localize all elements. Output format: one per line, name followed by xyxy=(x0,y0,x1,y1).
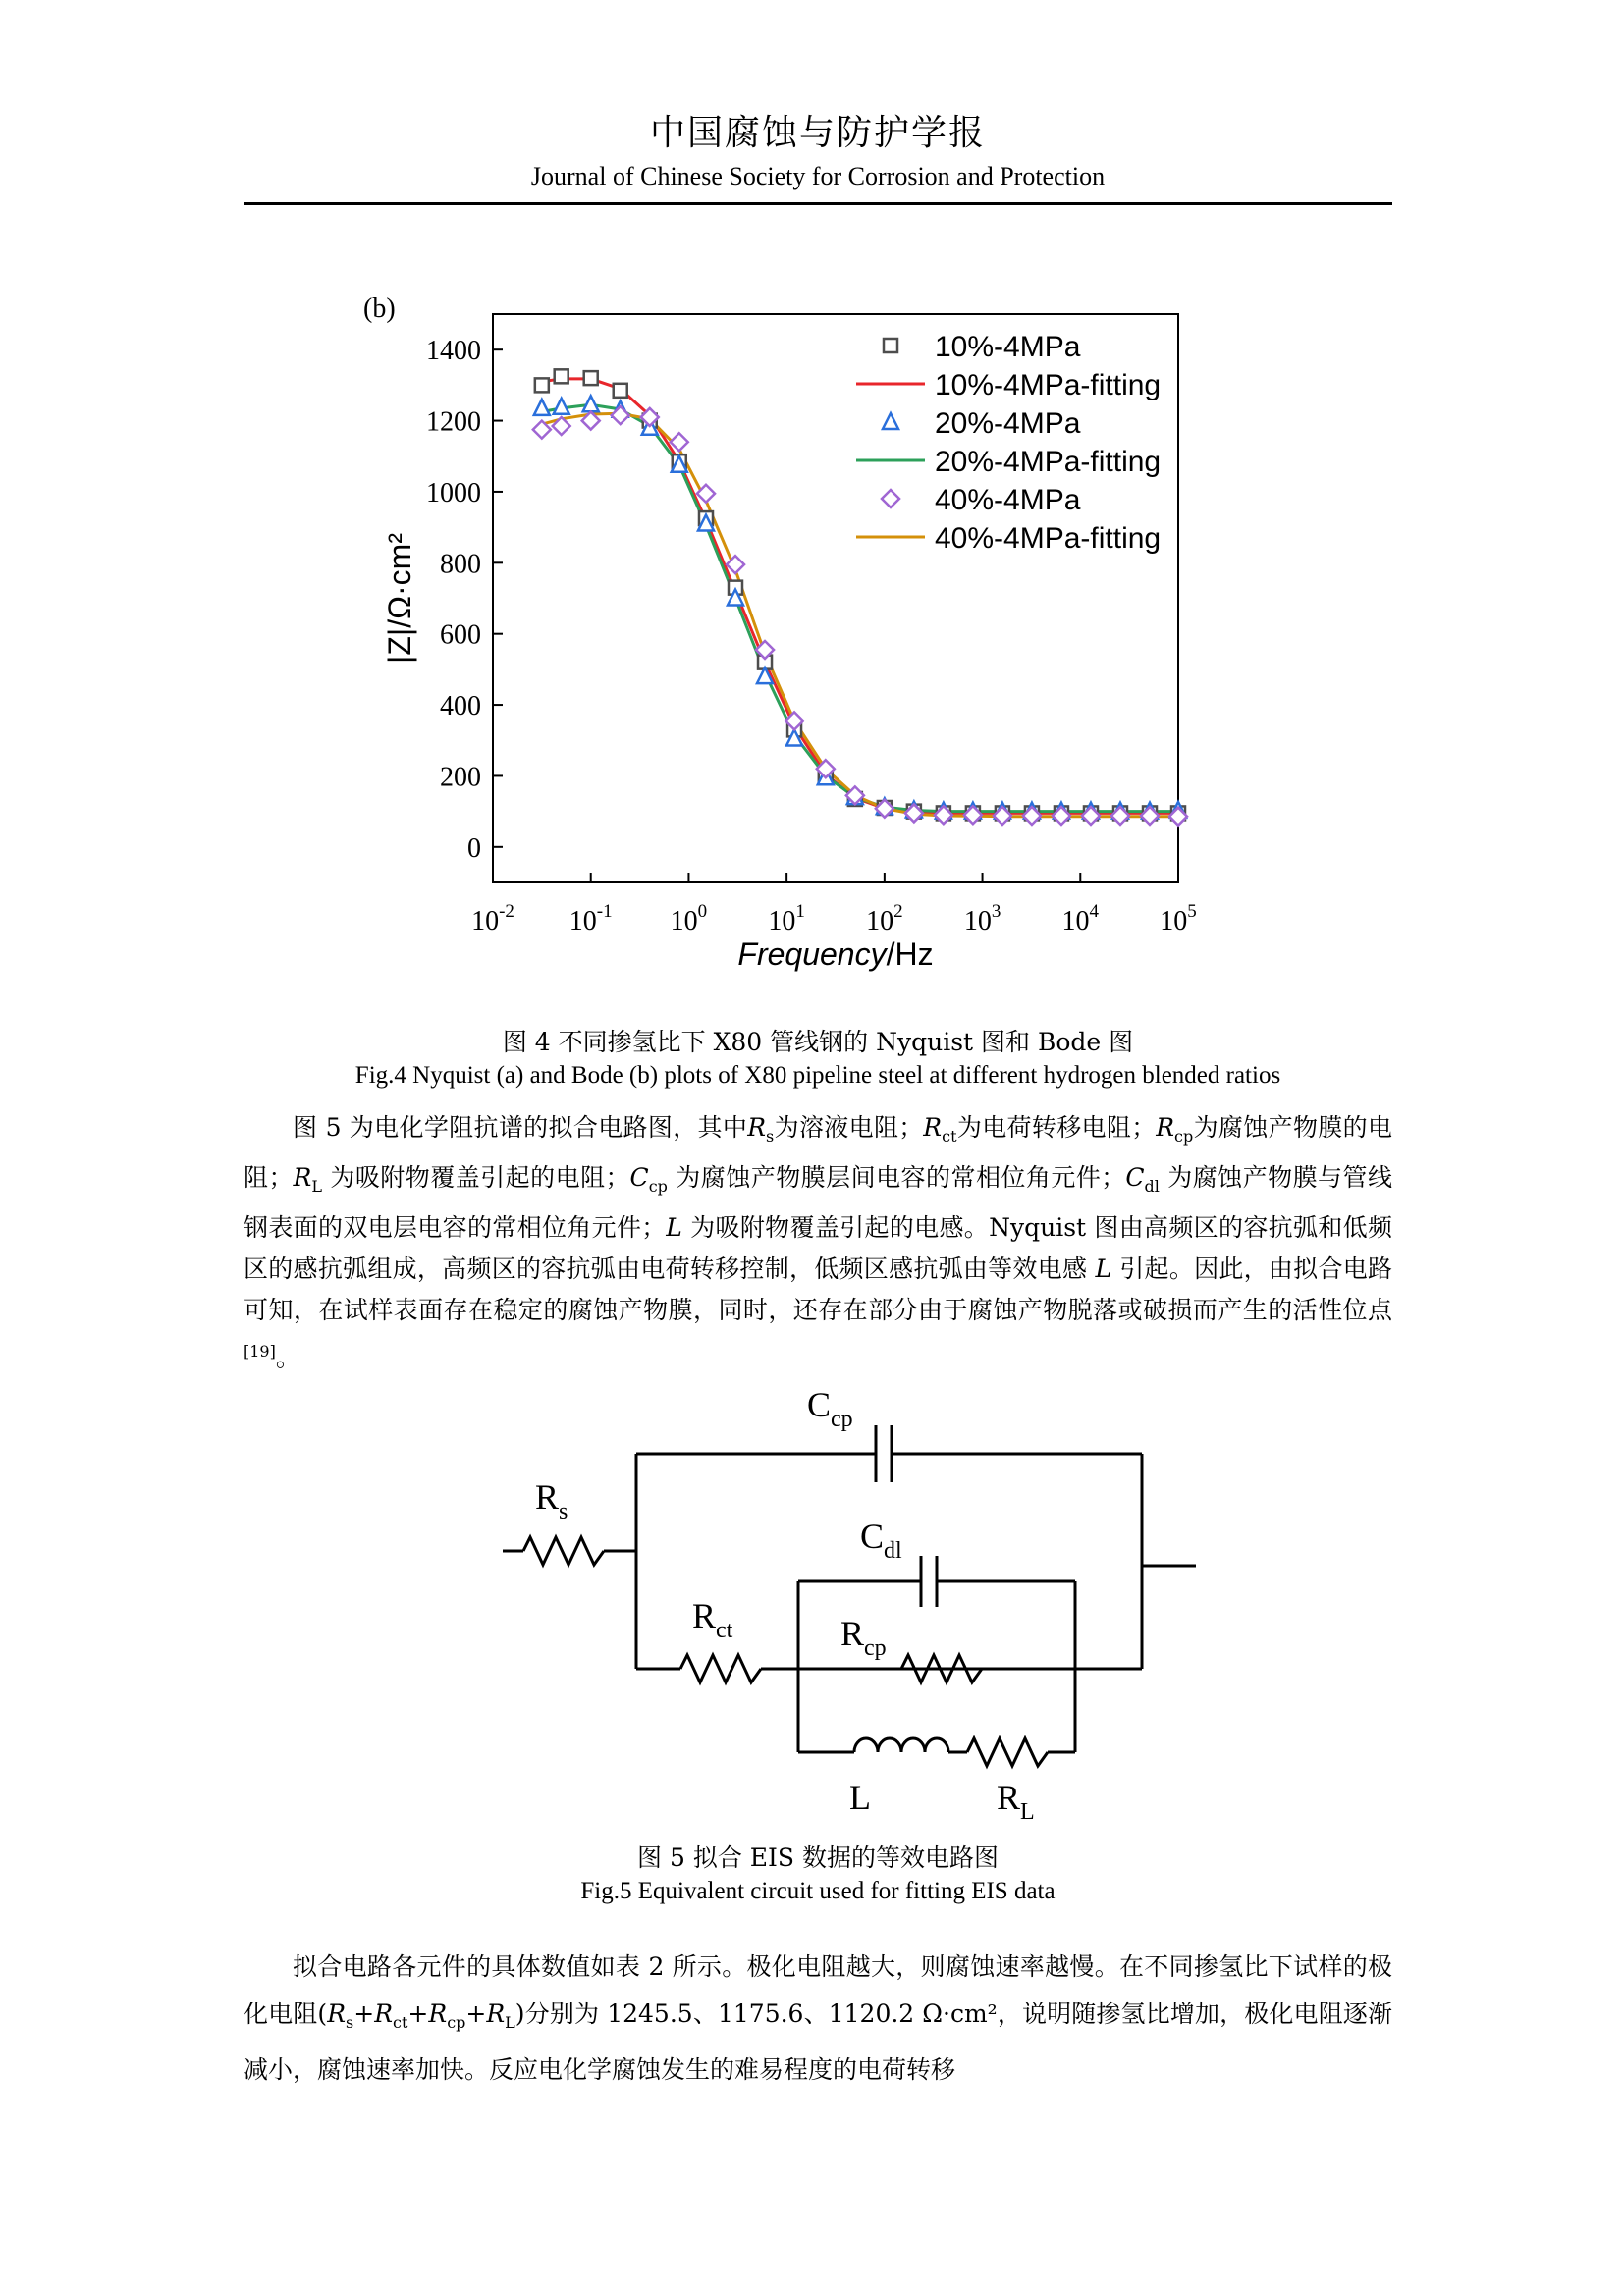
x-axis-label: Frequency/Hz xyxy=(737,936,934,972)
paragraph-circuit-description: 图 5 为电化学阻抗谱的拟合电路图，其中$R_s$为溶液电阻；$R_{ct}$为电荷转移电阻；$R_{cp}$为腐蚀产物膜的电阻；$R_L$ 为吸附物覆盖引起的电阻；$C_{cp}$ 为腐蚀产物膜层间电容的常相位角元件；$C_{dl}$ 为腐蚀产物膜与管线钢表面的双电层电容的常相位角元件；L 为吸附物覆盖引起的电感。Nyquist 图由高频区的容抗弧和低频区的感抗弧组成，高频区的容抗弧由电荷转移控制，低频区感抗弧由等效电感 L 引起。因此，由拟合电路可知，在试样表面存在稳定的腐蚀产物膜，同时，还存在部分由于腐蚀产物脱落或破损而产生的活性位点[19]。 xyxy=(244,1113,1392,1372)
journal-title-cn: 中国腐蚀与防护学报 xyxy=(649,113,986,153)
label-rs: $R_s$ xyxy=(535,1477,568,1524)
x-tick-label: $10^{-2}$ xyxy=(471,901,514,936)
y-tick-label: 0 xyxy=(467,832,481,864)
label-cdl: $C_{dl}$ xyxy=(860,1517,902,1564)
x-tick-label: $10^0$ xyxy=(670,901,708,936)
x-tick-label: $10^{-1}$ xyxy=(568,901,613,936)
journal-title-en: Journal of Chinese Society for Corrosion and Protection xyxy=(530,162,1106,190)
y-tick-label: 400 xyxy=(440,691,481,722)
resistor-rct xyxy=(680,1655,761,1682)
figure5-caption-cn: 图 5 拟合 EIS 数据的等效电路图 xyxy=(637,1843,999,1872)
panel-label: (b) xyxy=(363,294,396,324)
y-tick-label: 600 xyxy=(440,619,481,651)
label-rcp: $R_{cp}$ xyxy=(840,1614,887,1661)
y-tick-label: 800 xyxy=(440,549,481,580)
y-tick-label: 1200 xyxy=(426,406,481,438)
legend-label: 20%-4MPa xyxy=(935,407,1081,440)
resistor-rs xyxy=(523,1537,604,1565)
resistor-rl xyxy=(967,1738,1048,1766)
label-rct: $R_{ct}$ xyxy=(692,1596,733,1643)
label-rl: $R_L$ xyxy=(997,1778,1035,1825)
y-axis-label: |Z|/Ω·cm² xyxy=(382,533,417,664)
x-tick-label: $10^3$ xyxy=(963,901,1001,936)
legend-label: 40%-4MPa xyxy=(935,484,1081,516)
figure5-caption-en: Fig.5 Equivalent circuit used for fitting EIS data xyxy=(580,1878,1056,1904)
y-tick-label: 1000 xyxy=(426,477,481,508)
legend-label: 10%-4MPa-fitting xyxy=(935,369,1162,401)
label-ccp: $C_{cp}$ xyxy=(807,1385,853,1432)
figure5-caption xyxy=(244,1842,1392,1908)
x-tick-label: $10^2$ xyxy=(866,901,903,936)
inductor-l xyxy=(854,1738,948,1752)
figure4-caption-cn: 图 4 不同掺氢比下 X80 管线钢的 Nyquist 图和 Bode 图 xyxy=(502,1028,1134,1056)
legend-label: 10%-4MPa xyxy=(935,331,1081,363)
y-tick-label: 1400 xyxy=(426,336,481,367)
x-tick-label: $10^4$ xyxy=(1061,901,1100,936)
y-tick-label: 200 xyxy=(440,762,481,793)
legend-label: 40%-4MPa-fitting xyxy=(935,522,1162,555)
paragraph-polarization-resistance: 拟合电路各元件的具体数值如表 2 所示。极化电阻越大，则腐蚀速率越慢。在不同掺氢比下试样的极化电阻$(R_s+R_{ct}+R_{cp}+R_L)$分别为 1245.5、1175.6、1120.2 Ω·cm²，说明随掺氢比增加，极化电阻逐渐减小，腐蚀速率加快。反应电化学腐蚀发生的难易程度的电荷转移 xyxy=(244,1952,1392,2084)
x-tick-label: $10^1$ xyxy=(768,901,805,936)
legend-label: 20%-4MPa-fitting xyxy=(935,446,1162,478)
label-l: L xyxy=(849,1778,871,1817)
x-tick-label: $10^5$ xyxy=(1160,901,1197,936)
figure4-caption-en: Fig.4 Nyquist (a) and Bode (b) plots of X80 pipeline steel at different hydrogen blended ratios xyxy=(354,1062,1281,1089)
